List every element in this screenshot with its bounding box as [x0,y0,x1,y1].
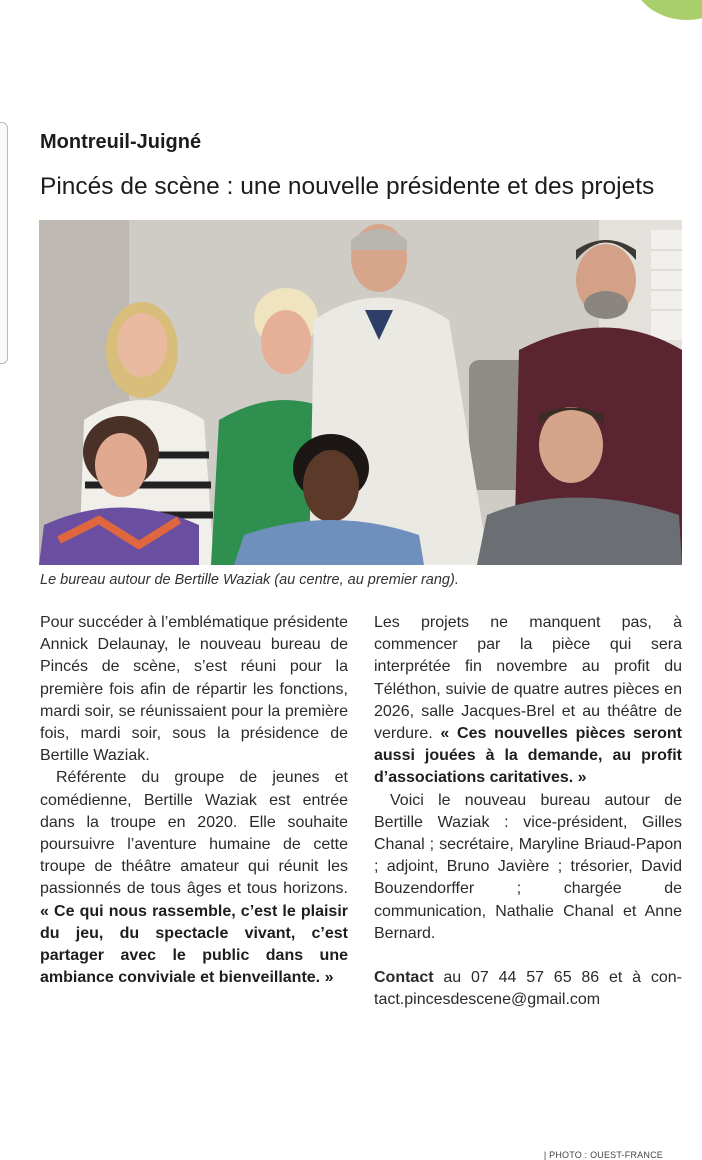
contact-label: Contact [374,969,434,987]
article-photo [39,220,682,565]
group-photo-illustration [39,220,682,565]
paragraph: Voici le nouveau bureau autour de Bertille Waziak : vice-président, Gilles Chanal ; secrétaire, Maryline Briaud-Papon ; adjoint, Bruno Javière ; trésorier, David Bouzendorffer ; chargée de communication, Nathalie Chanal et Anne Bernard. [374,791,682,942]
projects-quote: « Ces nouvelles pièces seront aussi jouées à la demande, au profit d’associations caritatives. » [374,725,683,787]
paragraph [40,767,348,989]
page-edge-marker [0,122,8,364]
article-column-right [374,612,682,1011]
president-quote: « Ce qui nous rassemble, c’est le plaisir du jeu, du spectacle vivant, c’est partager avec le public dans une ambiance conviviale et bienveillante. » [40,902,348,987]
photo-credit: | PHOTO : OUEST-FRANCE [543,1150,663,1160]
article-column-left [40,612,348,989]
contact-line [374,967,682,1011]
paragraph: Pour succéder à l’emblématique présidente Annick Delaunay, le nouveau bureau de Pincés de scène, s’est réuni pour la première fois afin de répartir les fonctions, mardi soir, se réunissaient pour la première fois, mardi soir, sous la présidence de Bertille Waziak. [40,614,348,765]
corner-decoration [632,0,702,20]
paragraph-text: Les projets ne manquent pas, à commencer par la pièce qui sera interprétée fin novembre au profit du Téléthon, suivie de quatre autres pièces en 2026, salle Jacques-Brel et au théâtre de verdure. [374,614,682,743]
paragraph-text: Référente du groupe de jeunes et comédienne, Bertille Waziak est entrée dans la troupe en 2020. Elle souhaite poursuivre l’aventure humaine de cette troupe de théâtre amateur qui réunit les passionnés de tous âges et tous horizons. [40,769,348,898]
article-headline: Pincés de scène : une nouvelle présidente et des projets [40,173,655,200]
dateline: Montreuil-Juigné [40,131,202,153]
paragraph [374,612,682,790]
caption-text: Le bureau autour de Bertille Waziak (au centre, au premier rang). [40,572,459,588]
contact-details: au 07 44 57 65 86 et à contact.pincesdescene@gmail.com [374,969,682,1009]
